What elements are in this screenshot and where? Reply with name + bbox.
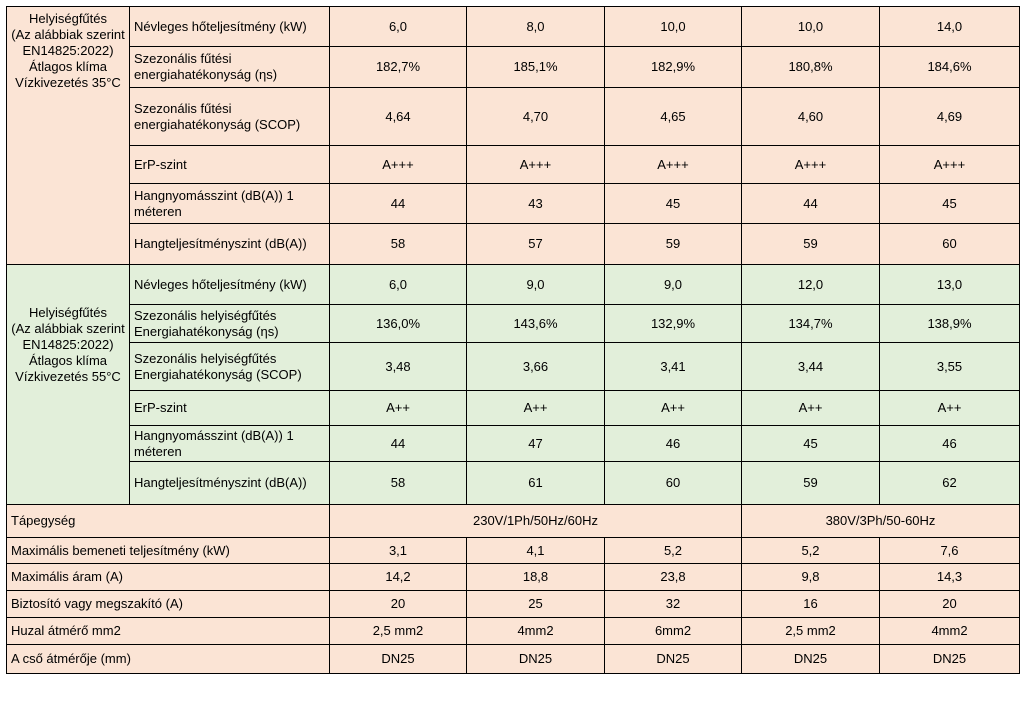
cell-value: 14,2 [330, 564, 467, 591]
cell-value: 14,3 [880, 564, 1020, 591]
cell-value: 182,7% [330, 47, 467, 88]
cell-value: 6,0 [330, 7, 467, 47]
power-supply-three-phase: 380V/3Ph/50-60Hz [742, 505, 1020, 538]
cell-value: 20 [880, 591, 1020, 618]
cell-value: 18,8 [467, 564, 605, 591]
row-label: Hangnyomásszint (dB(A)) 1 méteren [130, 184, 330, 224]
cell-value: 3,41 [605, 343, 742, 391]
cell-value: 16 [742, 591, 880, 618]
cell-value: A++ [467, 391, 605, 426]
cell-value: 4,1 [467, 538, 605, 564]
cell-value: 45 [742, 426, 880, 462]
row-label: Szezonális fűtési energiahatékonyság (SCOP) [130, 88, 330, 146]
cell-value: A+++ [742, 146, 880, 184]
cell-value: 58 [330, 224, 467, 265]
row-label: Szezonális helyiségfűtés Energiahatékonyság (ηs) [130, 305, 330, 343]
cell-value: 43 [467, 184, 605, 224]
cell-value: 23,8 [605, 564, 742, 591]
cell-value: 44 [330, 184, 467, 224]
row-label: Maximális bemeneti teljesítmény (kW) [7, 538, 330, 564]
cell-value: 60 [880, 224, 1020, 265]
cell-value: 3,55 [880, 343, 1020, 391]
cell-value: 3,66 [467, 343, 605, 391]
row-label: Maximális áram (A) [7, 564, 330, 591]
cell-value: 182,9% [605, 47, 742, 88]
cell-value: A+++ [330, 146, 467, 184]
cell-value: 45 [605, 184, 742, 224]
cell-value: 3,44 [742, 343, 880, 391]
row-label: Szezonális helyiségfűtés Energiahatékonyság (SCOP) [130, 343, 330, 391]
cell-value: A++ [605, 391, 742, 426]
cell-value: 10,0 [605, 7, 742, 47]
cell-value: 180,8% [742, 47, 880, 88]
cell-value: 4mm2 [880, 618, 1020, 645]
cell-value: A+++ [467, 146, 605, 184]
cell-value: 138,9% [880, 305, 1020, 343]
cell-value: 13,0 [880, 265, 1020, 305]
cell-value: 57 [467, 224, 605, 265]
row-label: Huzal átmérő mm2 [7, 618, 330, 645]
cell-value: 8,0 [467, 7, 605, 47]
cell-value: 46 [880, 426, 1020, 462]
cell-value: 61 [467, 462, 605, 505]
cell-value: 9,8 [742, 564, 880, 591]
group-label-55c: Helyiségfűtés (Az alábbiak szerint EN14825:2022) Átlagos klíma Vízkivezetés 55°C [7, 265, 130, 505]
cell-value: 2,5 mm2 [742, 618, 880, 645]
cell-value: 44 [742, 184, 880, 224]
group-label-35c: Helyiségfűtés (Az alábbiak szerint EN14825:2022) Átlagos klíma Vízkivezetés 35°C [7, 7, 130, 265]
cell-value: 12,0 [742, 265, 880, 305]
cell-value: A++ [330, 391, 467, 426]
cell-value: DN25 [605, 645, 742, 674]
row-label: Biztosító vagy megszakító (A) [7, 591, 330, 618]
cell-value: 5,2 [742, 538, 880, 564]
cell-value: DN25 [742, 645, 880, 674]
cell-value: 4,64 [330, 88, 467, 146]
power-supply-label: Tápegység [7, 505, 330, 538]
cell-value: DN25 [880, 645, 1020, 674]
cell-value: 58 [330, 462, 467, 505]
cell-value: 20 [330, 591, 467, 618]
cell-value: 47 [467, 426, 605, 462]
cell-value: DN25 [330, 645, 467, 674]
cell-value: 60 [605, 462, 742, 505]
cell-value: 46 [605, 426, 742, 462]
cell-value: 136,0% [330, 305, 467, 343]
cell-value: 4,70 [467, 88, 605, 146]
cell-value: 45 [880, 184, 1020, 224]
cell-value: 3,48 [330, 343, 467, 391]
cell-value: 62 [880, 462, 1020, 505]
cell-value: A+++ [880, 146, 1020, 184]
row-label: Hangteljesítményszint (dB(A)) [130, 462, 330, 505]
cell-value: 10,0 [742, 7, 880, 47]
cell-value: 134,7% [742, 305, 880, 343]
cell-value: 3,1 [330, 538, 467, 564]
cell-value: 4mm2 [467, 618, 605, 645]
row-label: A cső átmérője (mm) [7, 645, 330, 674]
cell-value: 5,2 [605, 538, 742, 564]
row-label: ErP-szint [130, 391, 330, 426]
cell-value: A++ [742, 391, 880, 426]
cell-value: 32 [605, 591, 742, 618]
cell-value: A++ [880, 391, 1020, 426]
row-label: Hangteljesítményszint (dB(A)) [130, 224, 330, 265]
cell-value: 184,6% [880, 47, 1020, 88]
spec-table [6, 6, 1020, 674]
row-label: ErP-szint [130, 146, 330, 184]
row-label: Hangnyomásszint (dB(A)) 1 méteren [130, 426, 330, 462]
cell-value: 59 [742, 224, 880, 265]
row-label: Névleges hőteljesítmény (kW) [130, 265, 330, 305]
cell-value: 4,65 [605, 88, 742, 146]
cell-value: 9,0 [467, 265, 605, 305]
power-supply-single-phase: 230V/1Ph/50Hz/60Hz [330, 505, 742, 538]
cell-value: 9,0 [605, 265, 742, 305]
cell-value: 14,0 [880, 7, 1020, 47]
cell-value: 143,6% [467, 305, 605, 343]
row-label: Névleges hőteljesítmény (kW) [130, 7, 330, 47]
cell-value: 132,9% [605, 305, 742, 343]
cell-value: 4,60 [742, 88, 880, 146]
cell-value: 2,5 mm2 [330, 618, 467, 645]
cell-value: 25 [467, 591, 605, 618]
cell-value: 6,0 [330, 265, 467, 305]
row-label: Szezonális fűtési energiahatékonyság (ηs) [130, 47, 330, 88]
cell-value: 59 [605, 224, 742, 265]
cell-value: 59 [742, 462, 880, 505]
cell-value: A+++ [605, 146, 742, 184]
cell-value: 44 [330, 426, 467, 462]
cell-value: 4,69 [880, 88, 1020, 146]
cell-value: 7,6 [880, 538, 1020, 564]
cell-value: 6mm2 [605, 618, 742, 645]
cell-value: DN25 [467, 645, 605, 674]
cell-value: 185,1% [467, 47, 605, 88]
